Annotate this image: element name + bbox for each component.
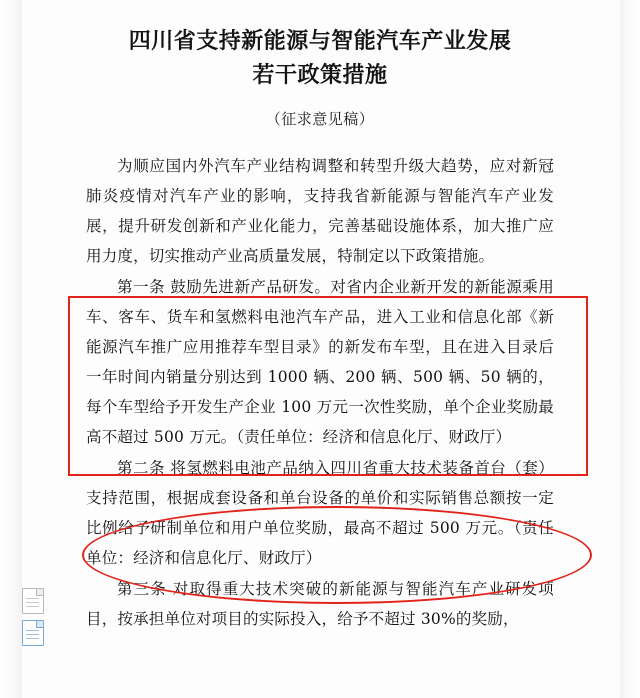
page-title-line-1: 四川省支持新能源与智能汽车产业发展: [128, 28, 512, 54]
paragraph-preamble: 为顺应国内外汽车产业结构调整和转型升级大趋势，应对新冠肺炎疫情对汽车产业的影响，支持我省新能源与智能汽车产业发展，提升研发创新和产业化能力，完善基础设施体系，加大推广应用力度，切实推动产业高质量发展，特制定以下政策措施。: [86, 157, 554, 265]
page-thumbnail-icon[interactable]: [22, 588, 44, 614]
paragraph-article-3: 第三条 对取得重大技术突破的新能源与智能汽车产业研发项目，按承担单位对项目的实际投入，给予不超过 30%的奖励，: [86, 580, 554, 628]
page-thumbnail-icon[interactable]: [22, 620, 44, 646]
document-subtitle: （征求意见稿）: [265, 110, 375, 128]
page-right-edge: [620, 0, 640, 698]
page-thumbnail-strip: [22, 588, 44, 646]
document-body: [86, 0, 554, 698]
page-left-edge: [0, 0, 22, 698]
paragraph-article-2: 第二条 将氢燃料电池产品纳入四川省重大技术装备首台（套）支持范围，根据成套设备和单台设备的单价和实际销售总额按一定比例给予研制单位和用户单位奖励，最高不超过 500 万元。（责任单位：经济和信息化厅、财政厅）: [86, 459, 554, 567]
document-content: [86, 151, 554, 634]
document-title-block: [86, 24, 554, 129]
page-title-line-2: 若干政策措施: [252, 62, 388, 88]
paragraph-article-1: 第一条 鼓励先进新产品研发。对省内企业新开发的新能源乘用车、客车、货车和氢燃料电池汽车产品，进入工业和信息化部《新能源汽车推广应用推荐车型目录》的新发布车型，且在进入目录后一年时间内销量分别达到 1000 辆、200 辆、500 辆、50 辆的，每个车型给予开发生产企业 100 万元一次性奖励，单个企业奖励最高不超过 500 万元。（责任单位：经济和信息化厅、财政厅）: [86, 278, 554, 446]
